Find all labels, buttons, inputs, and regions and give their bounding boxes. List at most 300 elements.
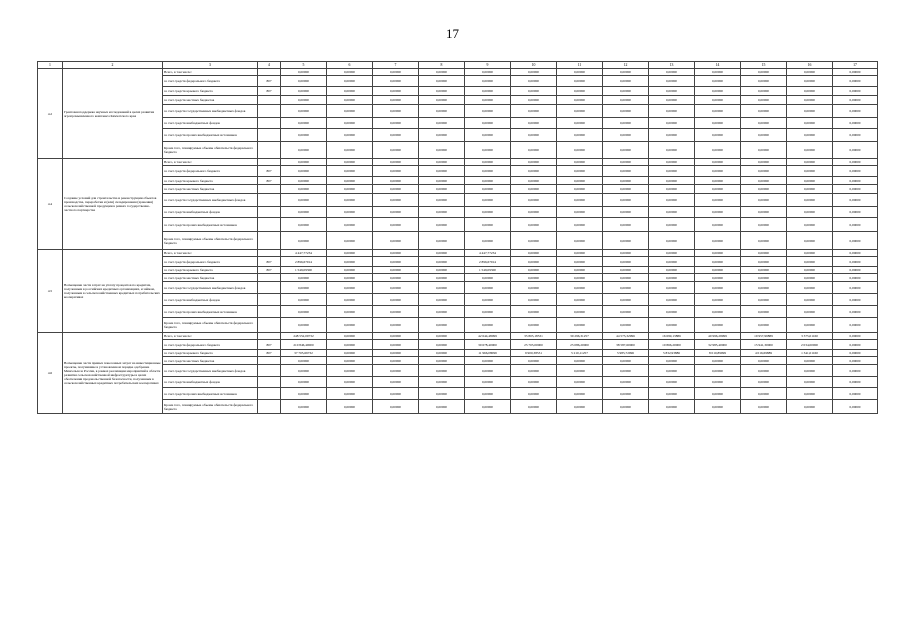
amount-cell: 0,00000 [557, 96, 603, 105]
amount-cell: 0,00000 [373, 96, 419, 105]
amount-cell: 0,00000 [741, 142, 787, 159]
funding-source: за счет средств местных бюджетов [163, 274, 258, 282]
amount-cell: 0,00000 [741, 159, 787, 166]
amount-cell: 0,00000 [373, 250, 419, 257]
amount-cell: 0,00000 [281, 318, 327, 333]
amount-cell: 0,00000 [327, 142, 373, 159]
amount-cell: 0,00000 [833, 69, 878, 76]
amount-cell: 0,00000 [327, 185, 373, 194]
amount-cell: 0,00000 [557, 185, 603, 194]
amount-cell: 0,00000 [281, 105, 327, 118]
amount-cell: 0,00000 [603, 194, 649, 207]
funding-source: за счет средств прочих внебюджетных источников [163, 218, 258, 232]
amount-cell: 0,00000 [465, 294, 511, 306]
amount-cell: 0,00000 [695, 294, 741, 306]
amount-cell: 0,00000 [465, 142, 511, 159]
amount-cell: 0,00000 [465, 306, 511, 318]
column-number: 15 [741, 62, 787, 69]
amount-cell: 15 941,30000 [741, 340, 787, 350]
table-row [38, 340, 878, 350]
budget-code [258, 159, 281, 166]
funding-source: за счет средств прочих внебюджетных источников [163, 388, 258, 400]
amount-cell: 0,00000 [603, 218, 649, 232]
amount-cell: 0,00000 [327, 377, 373, 388]
funding-source: за счет средств государственных внебюджетных фондов [163, 282, 258, 294]
amount-cell: 0,00000 [695, 118, 741, 129]
funding-source: за счет средств внебюджетных фондов [163, 377, 258, 388]
amount-cell: 0,00000 [373, 105, 419, 118]
amount-cell: 0,00000 [833, 118, 878, 129]
amount-cell: 0,00000 [419, 232, 465, 250]
amount-cell: 0,00000 [419, 69, 465, 76]
amount-cell: 0,00000 [787, 232, 833, 250]
amount-cell: 5 985,72996 [603, 350, 649, 357]
amount-cell: 0,00000 [695, 282, 741, 294]
amount-cell: 0,00000 [419, 142, 465, 159]
amount-cell: 0,00000 [465, 177, 511, 185]
funding-source: за счет средств местных бюджетов [163, 96, 258, 105]
amount-cell: 0,00000 [373, 118, 419, 129]
amount-cell: 4 447,77234 [465, 250, 511, 257]
amount-cell: 0,00000 [649, 194, 695, 207]
amount-cell: 0,00000 [649, 129, 695, 142]
budget-code [258, 185, 281, 194]
amount-cell: 0,00000 [649, 282, 695, 294]
amount-cell: 0,00000 [787, 194, 833, 207]
amount-cell: 0,00000 [419, 340, 465, 350]
amount-cell: 0,00000 [419, 318, 465, 333]
amount-cell: 0,00000 [787, 69, 833, 76]
table-row [38, 267, 878, 274]
amount-cell: 0,00000 [281, 166, 327, 177]
amount-cell: 0,00000 [419, 218, 465, 232]
amount-cell: 0,00000 [557, 365, 603, 377]
amount-cell: 0,00000 [327, 118, 373, 129]
amount-cell: 0,00000 [511, 257, 557, 267]
amount-cell: 0,00000 [373, 177, 419, 185]
budget-code [258, 250, 281, 257]
amount-cell: 25 086,20000 [557, 340, 603, 350]
item-code: 4.4 [38, 159, 63, 250]
amount-cell: 0,00000 [833, 76, 878, 87]
amount-cell: 5 832,93886 [649, 350, 695, 357]
amount-cell: 0,00000 [649, 105, 695, 118]
amount-cell: 0,00000 [649, 318, 695, 333]
amount-cell: 0,00000 [787, 177, 833, 185]
amount-cell: 0,00000 [465, 232, 511, 250]
amount-cell: 0,00000 [557, 318, 603, 333]
amount-cell: 0,00000 [787, 306, 833, 318]
budget-code [258, 282, 281, 294]
table-row [38, 318, 878, 333]
amount-cell: 0,00000 [741, 185, 787, 194]
amount-cell: 0,00000 [649, 69, 695, 76]
funding-source: за счет средств краевого бюджета [163, 177, 258, 185]
amount-cell: 30 678,40000 [465, 340, 511, 350]
amount-cell: 0,00000 [327, 282, 373, 294]
amount-cell: 0,00000 [833, 294, 878, 306]
amount-cell: 0,00000 [787, 294, 833, 306]
amount-cell: 0,00000 [787, 388, 833, 400]
amount-cell: 0,00000 [787, 218, 833, 232]
amount-cell: 0,00000 [833, 87, 878, 96]
amount-cell: 0,00000 [281, 377, 327, 388]
amount-cell: 0,00000 [327, 294, 373, 306]
amount-cell: 0,00000 [281, 129, 327, 142]
amount-cell: 0,00000 [373, 166, 419, 177]
amount-cell: 0,00000 [603, 232, 649, 250]
amount-cell: 0,00000 [603, 306, 649, 318]
amount-cell: 1 549,09300 [281, 267, 327, 274]
amount-cell: 0,00000 [281, 365, 327, 377]
budget-code [258, 105, 281, 118]
amount-cell: 0,00000 [511, 250, 557, 257]
amount-cell: 0,00000 [373, 274, 419, 282]
amount-cell: 0,00000 [603, 207, 649, 218]
funding-source: за счет средств внебюджетных фондов [163, 294, 258, 306]
column-number: 5 [281, 62, 327, 69]
amount-cell: 0,00000 [281, 294, 327, 306]
amount-cell: 0,00000 [603, 118, 649, 129]
amount-cell: 1 549,09300 [465, 267, 511, 274]
amount-cell: 0,00000 [373, 232, 419, 250]
amount-cell: 0,00000 [281, 232, 327, 250]
table-row [38, 194, 878, 207]
amount-cell: 0,00000 [465, 318, 511, 333]
amount-cell: 2 034,00000 [787, 340, 833, 350]
amount-cell: 0,00000 [465, 159, 511, 166]
amount-cell: 0,00000 [603, 142, 649, 159]
amount-cell: 0,00000 [695, 207, 741, 218]
amount-cell: 0,00000 [373, 400, 419, 414]
amount-cell: 0,00000 [465, 118, 511, 129]
funding-source: Кроме того, планируемые объемы обязательств федерального бюджета [163, 318, 258, 333]
amount-cell: 0,00000 [419, 388, 465, 400]
amount-cell: 0,00000 [787, 274, 833, 282]
amount-cell: 0,00000 [557, 250, 603, 257]
amount-cell: 0,00000 [787, 166, 833, 177]
amount-cell: 0,00000 [511, 282, 557, 294]
amount-cell: 0,00000 [327, 257, 373, 267]
budget-code: 807 [258, 87, 281, 96]
amount-cell: 0,00000 [557, 232, 603, 250]
amount-cell: 0,00000 [649, 159, 695, 166]
amount-cell: 0,00000 [511, 306, 557, 318]
amount-cell: 0,00000 [373, 69, 419, 76]
amount-cell: 0,00000 [557, 129, 603, 142]
amount-cell: 0,00000 [649, 218, 695, 232]
item-title: Возмещение части затрат на уплату процентов по кредитам, полученным в российских кредитных организациях, и займам, полученным в сельскохозяйственных кредитных потребительских кооперативах [63, 250, 163, 333]
table-row [38, 306, 878, 318]
amount-cell: 0,00000 [465, 96, 511, 105]
amount-cell: 0,00000 [695, 218, 741, 232]
funding-source: за счет средств федерального бюджета [163, 257, 258, 267]
funding-source: за счет средств прочих внебюджетных источников [163, 129, 258, 142]
column-number: 14 [695, 62, 741, 69]
amount-cell: 0,00000 [511, 377, 557, 388]
column-number: 12 [603, 62, 649, 69]
amount-cell: 0,00000 [787, 96, 833, 105]
column-number: 1 [38, 62, 63, 69]
amount-cell: 0,00000 [557, 357, 603, 365]
amount-cell: 0,00000 [603, 400, 649, 414]
amount-cell: 0,00000 [373, 294, 419, 306]
amount-cell: 0,00000 [465, 194, 511, 207]
amount-cell: 0,00000 [603, 365, 649, 377]
amount-cell: 0,00000 [373, 76, 419, 87]
amount-cell: 0,00000 [281, 96, 327, 105]
table-row [38, 142, 878, 159]
amount-cell: 0,00000 [833, 105, 878, 118]
amount-cell: 0,00000 [649, 274, 695, 282]
amount-cell: 0,00000 [649, 166, 695, 177]
item-title: Создание условий для строительства и реконструкции объектов производства, переработки и (или) складирования (хранения) сельскохозяйственной продукции в рамках государственно-частного партнерства [63, 159, 163, 250]
funding-source: за счет средств краевого бюджета [163, 350, 258, 357]
amount-cell: 0,00000 [511, 232, 557, 250]
amount-cell: 0,00000 [327, 318, 373, 333]
table-row [38, 232, 878, 250]
amount-cell: 0,00000 [373, 388, 419, 400]
table-row [38, 365, 878, 377]
amount-cell: 0,00000 [511, 105, 557, 118]
amount-cell: 0,00000 [281, 388, 327, 400]
amount-cell: 0,00000 [557, 274, 603, 282]
item-title: Возмещение части прямых понесенных затрат на инвестиционные проекты, получившие в установленном порядке одобрение Минсельхоза России, в рамках реализации мероприятий в области развития сельскохозяйственной инфраструктуры в целях обеспечения продовольственной безопасности, полученным в сельскохозяйственных кредитных потребительских кооперативах [63, 333, 163, 414]
amount-cell: 0,00000 [695, 129, 741, 142]
amount-cell: 0,00000 [649, 294, 695, 306]
funding-source: за счет средств внебюджетных фондов [163, 207, 258, 218]
amount-cell: 0,00000 [833, 340, 878, 350]
budget-code [258, 388, 281, 400]
column-number: 8 [419, 62, 465, 69]
column-number: 2 [63, 62, 163, 69]
amount-cell: 0,00000 [741, 377, 787, 388]
amount-cell: 0,00000 [695, 357, 741, 365]
amount-cell: 0,00000 [511, 207, 557, 218]
amount-cell: 0,00000 [281, 87, 327, 96]
amount-cell: 0,00000 [419, 306, 465, 318]
amount-cell: 0,00000 [833, 267, 878, 274]
amount-cell: 0,00000 [373, 350, 419, 357]
amount-cell: 0,00000 [419, 118, 465, 129]
amount-cell: 0,00000 [373, 185, 419, 194]
amount-cell: 0,00000 [741, 218, 787, 232]
amount-cell: 0,00000 [603, 267, 649, 274]
budget-code [258, 306, 281, 318]
funding-source: Всего, в том числе: [163, 333, 258, 340]
amount-cell: 0,00000 [419, 87, 465, 96]
amount-cell: 0,00000 [511, 69, 557, 76]
amount-cell: 0,00000 [511, 142, 557, 159]
amount-cell: 0,00000 [557, 166, 603, 177]
amount-cell: 0,00000 [281, 142, 327, 159]
funding-source: Всего, в том числе: [163, 250, 258, 257]
amount-cell: 0,00000 [419, 194, 465, 207]
amount-cell: 0,00000 [281, 118, 327, 129]
amount-cell: 0,00000 [557, 87, 603, 96]
funding-source: Всего, в том числе: [163, 69, 258, 76]
amount-cell: 0,00000 [281, 218, 327, 232]
amount-cell: 0,00000 [741, 306, 787, 318]
amount-cell: 42 644,48099 [465, 333, 511, 340]
amount-cell: 0,00000 [419, 250, 465, 257]
amount-cell: 0,00000 [603, 257, 649, 267]
amount-cell: 0,00000 [787, 118, 833, 129]
amount-cell: 0,00000 [557, 207, 603, 218]
funding-source: за счет средств прочих внебюджетных источников [163, 306, 258, 318]
amount-cell: 0,00000 [833, 129, 878, 142]
amount-cell: 0,00000 [603, 274, 649, 282]
amount-cell: 0,00000 [327, 105, 373, 118]
amount-cell: 0,00000 [327, 129, 373, 142]
funding-source: за счет средств местных бюджетов [163, 185, 258, 194]
amount-cell: 0,00000 [603, 294, 649, 306]
amount-cell: 0,00000 [465, 400, 511, 414]
amount-cell: 0,00000 [327, 306, 373, 318]
table-row [38, 257, 878, 267]
amount-cell: 0,00000 [695, 232, 741, 250]
amount-cell: 0,00000 [649, 250, 695, 257]
amount-cell: 0,00000 [695, 365, 741, 377]
amount-cell: 0,00000 [465, 166, 511, 177]
amount-cell: 0,00000 [695, 87, 741, 96]
amount-cell: 0,00000 [373, 87, 419, 96]
amount-cell: 0,00000 [557, 118, 603, 129]
table-row [38, 96, 878, 105]
amount-cell: 0,00000 [557, 267, 603, 274]
amount-cell: 0,00000 [511, 118, 557, 129]
amount-cell: 0,00000 [741, 357, 787, 365]
amount-cell: 0,00000 [833, 142, 878, 159]
amount-cell: 0,00000 [741, 365, 787, 377]
amount-cell: 0,00000 [281, 159, 327, 166]
budget-code [258, 400, 281, 414]
amount-cell: 0,00000 [465, 274, 511, 282]
amount-cell: 0,00000 [741, 318, 787, 333]
amount-cell: 0,00000 [511, 194, 557, 207]
budget-code [258, 333, 281, 340]
amount-cell: 0,00000 [327, 388, 373, 400]
amount-cell: 0,00000 [833, 177, 878, 185]
budget-code [258, 274, 281, 282]
funding-source: за счет средств внебюджетных фондов [163, 118, 258, 129]
amount-cell: 0,00000 [281, 177, 327, 185]
table-row [38, 350, 878, 357]
budget-code [258, 118, 281, 129]
amount-cell: 4 016,69889 [741, 350, 787, 357]
amount-cell: 0,00000 [465, 185, 511, 194]
amount-cell: 0,00000 [741, 274, 787, 282]
amount-cell: 0,00000 [373, 142, 419, 159]
column-number: 9 [465, 62, 511, 69]
amount-cell: 0,00000 [787, 207, 833, 218]
item-title: Грантовая поддержка научных исследований в целях развития агропромышленного комплекса Камчатского края [63, 69, 163, 159]
amount-cell: 0,00000 [373, 282, 419, 294]
budget-code [258, 218, 281, 232]
amount-cell: 0,00000 [649, 207, 695, 218]
amount-cell: 0,00000 [419, 282, 465, 294]
amount-cell: 0,00000 [511, 400, 557, 414]
amount-cell: 10 866,20000 [649, 340, 695, 350]
amount-cell: 0,00000 [741, 69, 787, 76]
table-row [38, 177, 878, 185]
amount-cell: 0,00000 [511, 87, 557, 96]
funding-source: за счет средств местных бюджетов [163, 357, 258, 365]
amount-cell: 0,00000 [833, 377, 878, 388]
amount-cell: 0,00000 [557, 76, 603, 87]
funding-source: за счет средств федерального бюджета [163, 166, 258, 177]
amount-cell: 0,00000 [603, 250, 649, 257]
amount-cell: 0,00000 [465, 105, 511, 118]
amount-cell: 0,00000 [373, 318, 419, 333]
amount-cell: 0,00000 [465, 129, 511, 142]
table-row [38, 294, 878, 306]
amount-cell: 0,00000 [603, 177, 649, 185]
amount-cell: 25 703,00000 [511, 340, 557, 350]
amount-cell: 0,00000 [511, 318, 557, 333]
amount-cell: 0,00000 [373, 365, 419, 377]
amount-cell: 35 803,18531 [511, 333, 557, 340]
amount-cell: 0,00000 [327, 274, 373, 282]
amount-cell: 0,00000 [419, 377, 465, 388]
amount-cell: 0,00000 [419, 96, 465, 105]
budget-code: 807 [258, 350, 281, 357]
table-row [38, 105, 878, 118]
amount-cell: 0,00000 [373, 207, 419, 218]
amount-cell: 0,00000 [419, 350, 465, 357]
amount-cell: 0,00000 [833, 365, 878, 377]
amount-cell: 0,00000 [327, 177, 373, 185]
amount-cell: 5 210,11257 [557, 350, 603, 357]
amount-cell: 0,00000 [511, 267, 557, 274]
amount-cell: 0,00000 [695, 142, 741, 159]
amount-cell: 0,00000 [603, 159, 649, 166]
amount-cell: 0,00000 [557, 105, 603, 118]
table-row [38, 159, 878, 166]
amount-cell: 0,00000 [833, 185, 878, 194]
amount-cell: 0,00000 [465, 282, 511, 294]
amount-cell: 0,00000 [741, 105, 787, 118]
amount-cell: 0,00000 [327, 76, 373, 87]
amount-cell: 9 900,38531 [511, 350, 557, 357]
amount-cell: 0,00000 [833, 282, 878, 294]
column-number: 10 [511, 62, 557, 69]
amount-cell: 0,00000 [327, 340, 373, 350]
page-number: 17 [446, 26, 459, 41]
amount-cell: 38 587,60000 [603, 340, 649, 350]
amount-cell: 0,00000 [695, 185, 741, 194]
amount-cell: 0,00000 [281, 274, 327, 282]
column-number: 13 [649, 62, 695, 69]
amount-cell: 0,00000 [327, 357, 373, 365]
amount-cell: 0,00000 [741, 76, 787, 87]
amount-cell: 0,00000 [649, 185, 695, 194]
amount-cell: 0,00000 [373, 267, 419, 274]
amount-cell: 0,00000 [557, 142, 603, 159]
budget-code [258, 69, 281, 76]
amount-cell: 0,00000 [649, 388, 695, 400]
amount-cell: 0,00000 [603, 129, 649, 142]
amount-cell: 0,00000 [557, 218, 603, 232]
amount-cell: 0,00000 [741, 129, 787, 142]
amount-cell: 0,00000 [557, 306, 603, 318]
table-row [38, 69, 878, 76]
amount-cell: 0,00000 [649, 377, 695, 388]
table-row [38, 282, 878, 294]
amount-cell: 19 957,99889 [741, 333, 787, 340]
amount-cell: 0,00000 [419, 207, 465, 218]
amount-cell: 0,00000 [557, 257, 603, 267]
